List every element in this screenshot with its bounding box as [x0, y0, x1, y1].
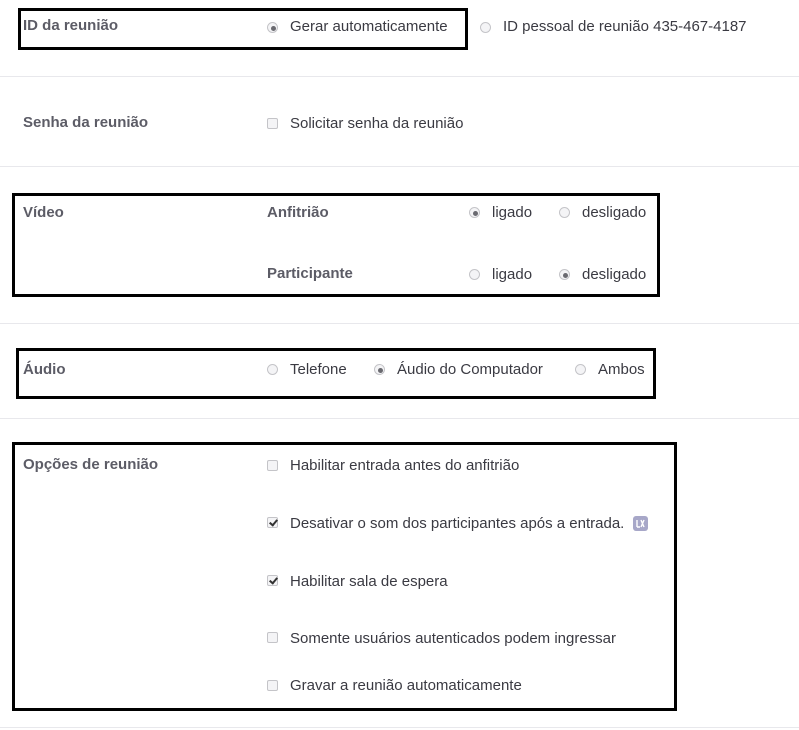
audio-both-label[interactable]: Ambos	[598, 361, 645, 378]
radio-personal-id[interactable]	[480, 22, 491, 33]
highlight-frame-audio	[16, 348, 656, 399]
video-participant-on-label[interactable]: ligado	[492, 266, 533, 283]
highlight-frame-meeting-options	[12, 442, 677, 711]
separator	[0, 76, 799, 77]
require-password-checkbox[interactable]	[267, 118, 278, 129]
separator	[0, 727, 799, 728]
auto-record-label[interactable]: Gravar a reunião automaticamente	[290, 677, 522, 694]
password-label: Senha da reunião	[23, 114, 149, 131]
waiting-room-label[interactable]: Habilitar sala de espera	[290, 573, 448, 590]
separator	[0, 323, 799, 324]
meeting-id-label: ID da reunião	[23, 17, 119, 34]
video-host-off-label[interactable]: desligado	[582, 204, 647, 221]
authenticated-only-label[interactable]: Somente usuários autenticados podem ingressar	[290, 630, 617, 647]
join-before-host-label[interactable]: Habilitar entrada antes do anfitrião	[290, 457, 520, 474]
audio-computer-label[interactable]: Áudio do Computador	[397, 361, 543, 378]
audio-label: Áudio	[23, 361, 66, 378]
video-host-label: Anfitrião	[267, 204, 329, 221]
video-host-on-label[interactable]: ligado	[492, 204, 533, 221]
radio-generate-auto-label[interactable]: Gerar automaticamente	[290, 18, 448, 35]
require-password-label[interactable]: Solicitar senha da reunião	[290, 115, 464, 132]
separator	[0, 418, 799, 419]
audio-phone-label[interactable]: Telefone	[290, 361, 347, 378]
separator	[0, 166, 799, 167]
highlight-frame-video	[12, 193, 660, 297]
video-label: Vídeo	[23, 204, 64, 221]
mute-on-entry-label[interactable]: Desativar o som dos participantes após a entrada.	[290, 515, 625, 532]
highlight-frame-meeting-id	[18, 8, 468, 50]
radio-personal-id-label[interactable]: ID pessoal de reunião 435-467-4187	[503, 18, 747, 35]
video-participant-off-label[interactable]: desligado	[582, 266, 647, 283]
video-participant-label: Participante	[267, 265, 353, 282]
meeting-options-label: Opções de reunião	[23, 456, 159, 473]
